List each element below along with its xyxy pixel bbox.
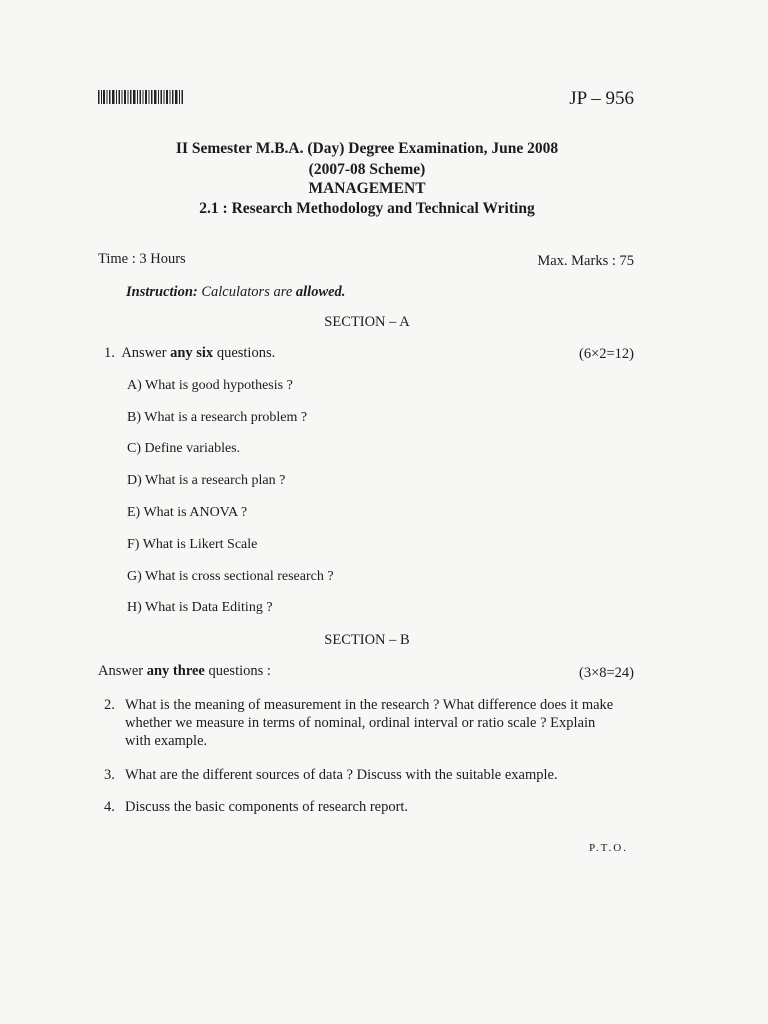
instruction-label: Instruction: xyxy=(126,284,198,300)
section-b-prefix: Answer xyxy=(98,663,144,679)
time-label: Time : 3 Hours xyxy=(98,251,186,267)
paper-title: 2.1 : Research Methodology and Technical Writing xyxy=(199,200,535,217)
question-2 xyxy=(104,696,624,750)
subquestion-c: C) Define variables. xyxy=(127,441,241,456)
section-b-marks: (3×8=24) xyxy=(578,665,634,681)
section-b-suffix: questions : xyxy=(208,663,271,679)
subquestion-a: A) What is good hypothesis ? xyxy=(127,378,293,393)
question-suffix: questions. xyxy=(216,345,276,361)
section-b-title: SECTION – B xyxy=(324,632,410,648)
question-number: 3. xyxy=(104,767,115,783)
section-a-question xyxy=(104,345,275,362)
question-text: Discuss the basic components of research report. xyxy=(125,799,409,815)
subquestion-g: G) What is cross sectional research ? xyxy=(127,569,334,584)
section-a-marks: (6×2=12) xyxy=(578,346,634,362)
section-a-title: SECTION – A xyxy=(324,314,410,330)
section-b-instruction xyxy=(98,663,271,680)
question-text: What is the meaning of measurement in the research ? What difference does it make whether we measure in terms of nominal, ordinal interval or ratio scale ? Explain with example. xyxy=(125,697,614,749)
question-number: 2. xyxy=(104,697,115,713)
question-3 xyxy=(104,766,624,784)
paper-code: JP – 956 xyxy=(569,88,634,109)
barcode xyxy=(98,90,184,104)
question-text: What are the different sources of data ? Discuss with the suitable example. xyxy=(125,767,558,783)
question-number: 1. xyxy=(104,345,115,361)
pto-note: P.T.O. xyxy=(589,842,628,854)
question-prefix: Answer xyxy=(121,345,167,361)
instruction-text: Calculators are xyxy=(201,284,293,300)
instruction xyxy=(126,284,345,301)
subquestion-b: B) What is a research problem ? xyxy=(127,410,308,425)
max-marks-label: Max. Marks : 75 xyxy=(537,253,634,269)
subquestion-d: D) What is a research plan ? xyxy=(127,473,286,488)
question-number: 4. xyxy=(104,799,115,815)
section-b-emphasis: any three xyxy=(146,663,205,679)
exam-title: II Semester M.B.A. (Day) Degree Examination, June 2008 xyxy=(175,140,559,157)
scheme-line: (2007-08 Scheme) xyxy=(308,161,426,178)
subquestion-f: F) What is Likert Scale xyxy=(127,537,258,552)
subject-line: MANAGEMENT xyxy=(308,180,426,197)
question-4 xyxy=(104,798,624,816)
subquestion-e: E) What is ANOVA ? xyxy=(127,505,248,520)
subquestion-h: H) What is Data Editing ? xyxy=(127,600,273,615)
question-emphasis: any six xyxy=(170,345,214,361)
instruction-emphasis: allowed. xyxy=(295,284,346,300)
